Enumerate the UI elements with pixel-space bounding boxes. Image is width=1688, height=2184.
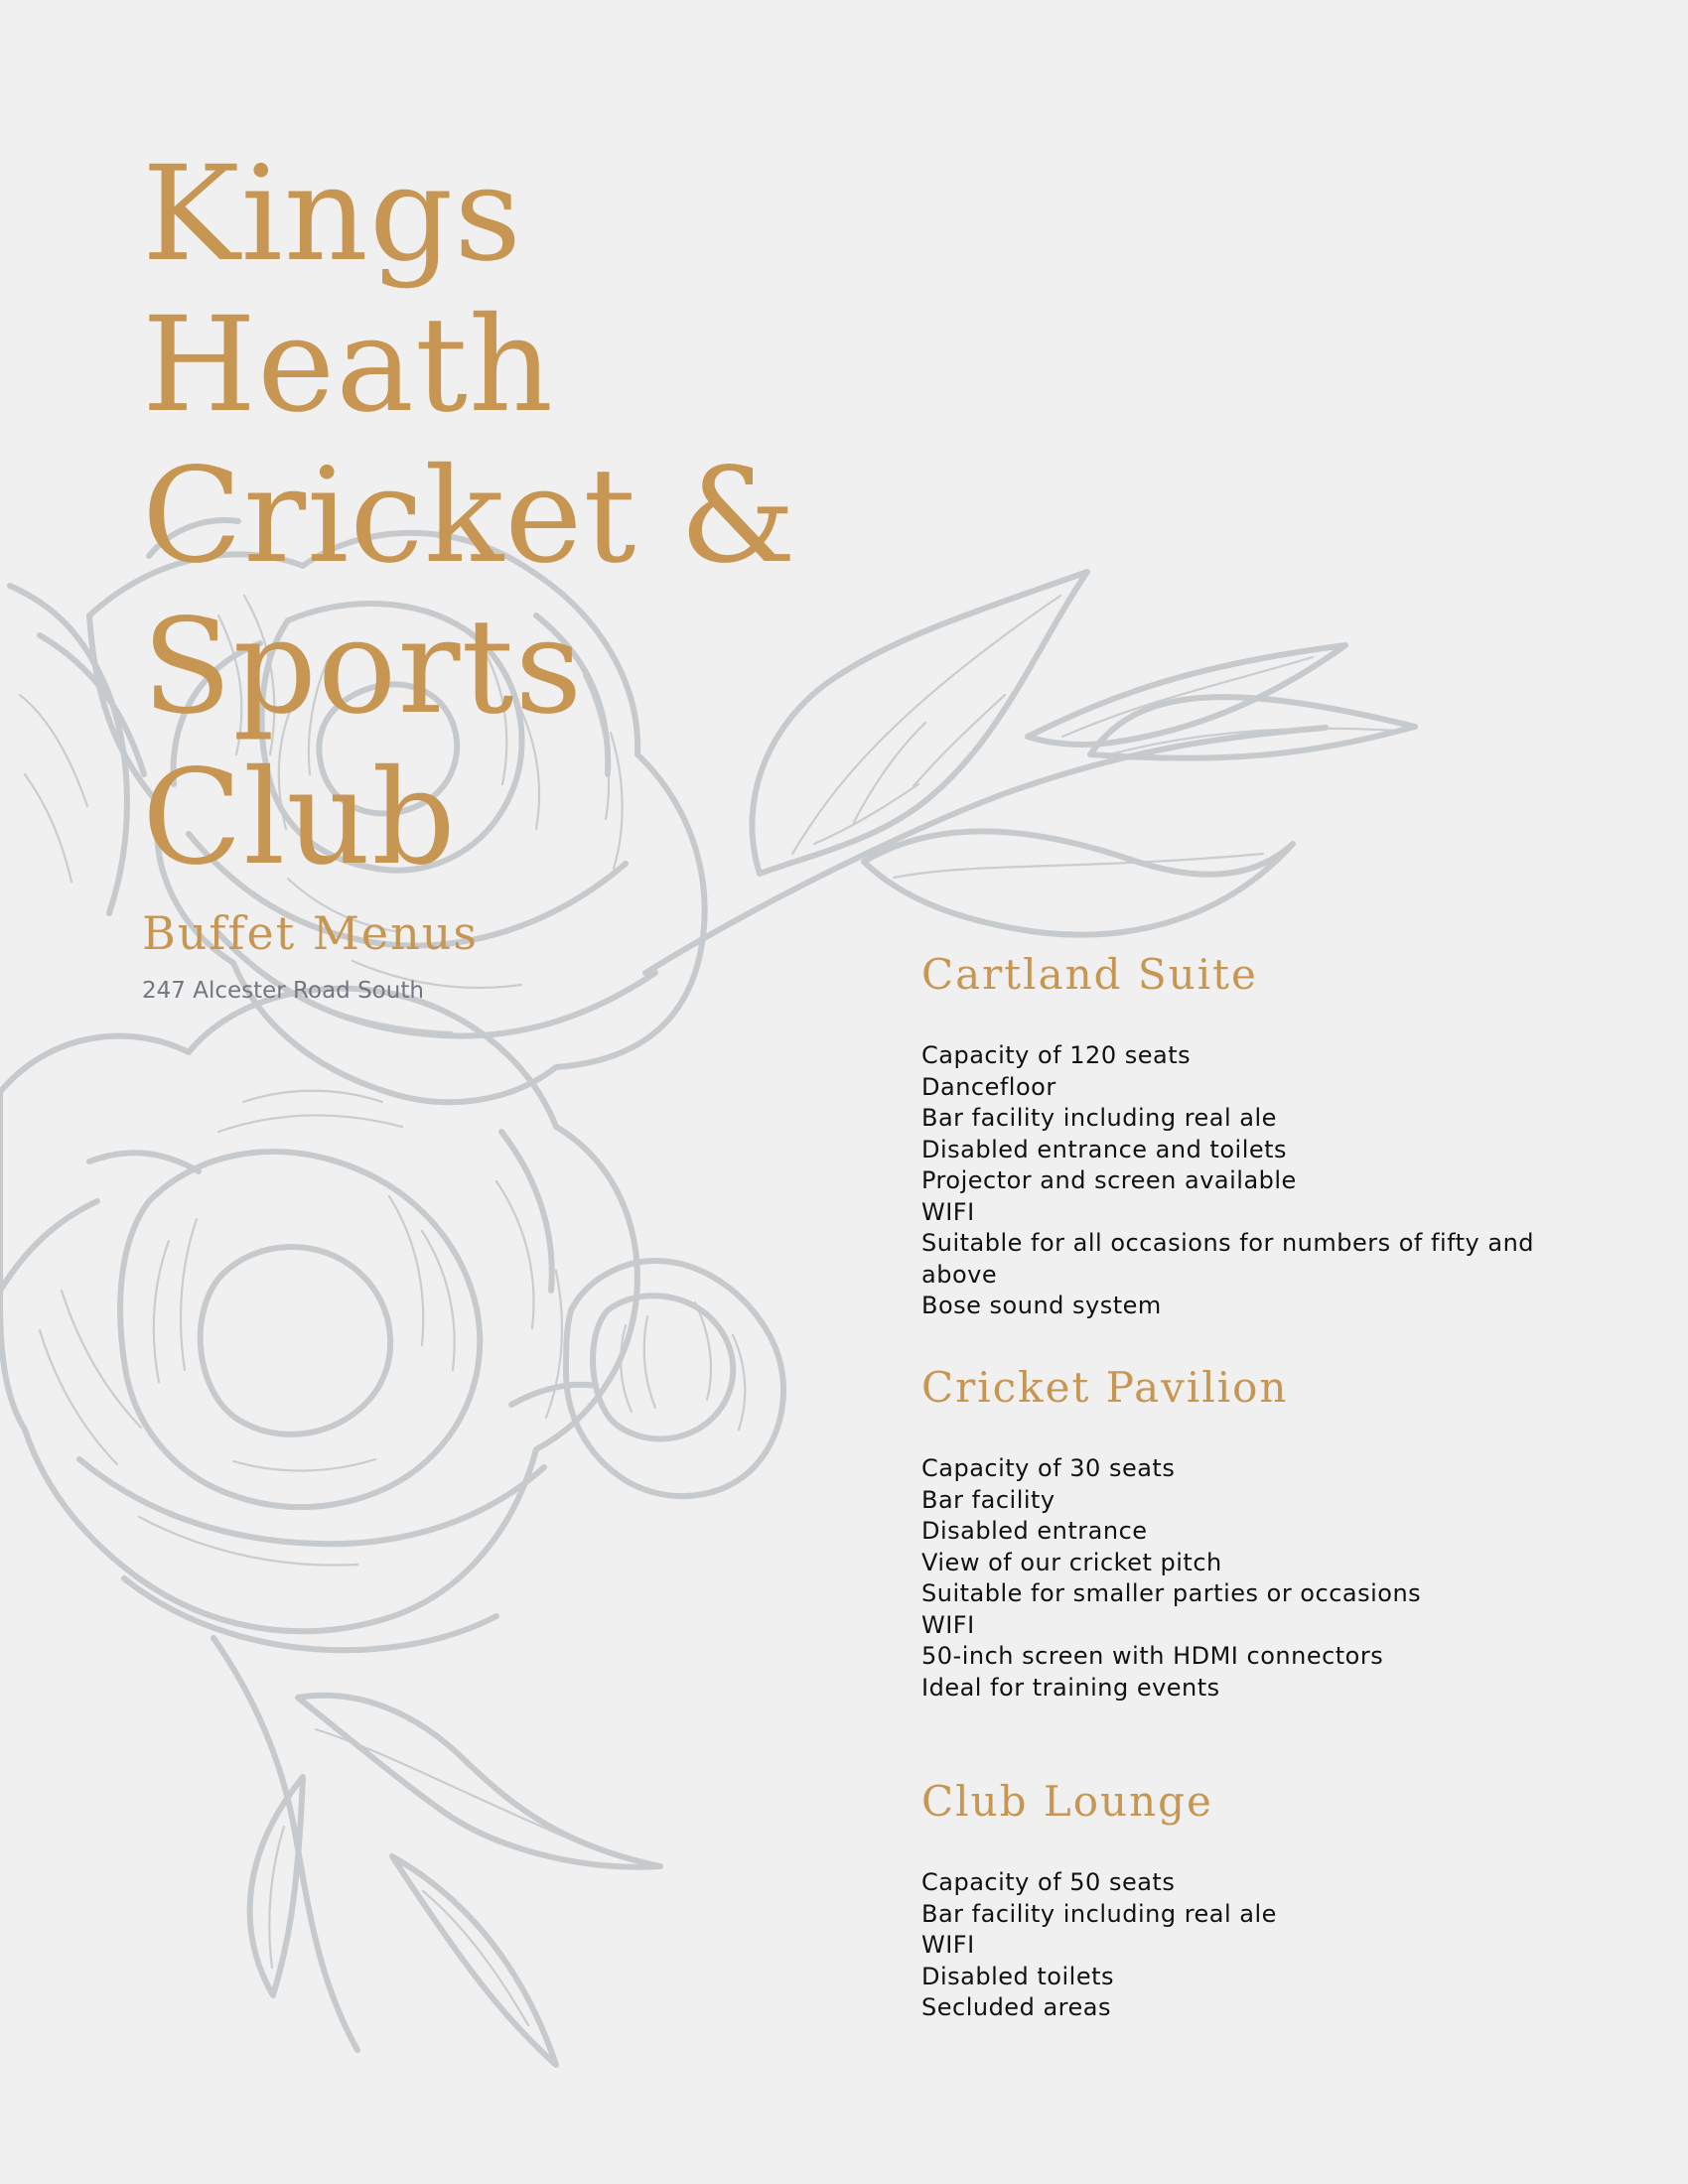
pavilion-feature-item: Suitable for smaller parties or occasions — [921, 1579, 1422, 1607]
pavilion-feature-item: Disabled entrance — [921, 1517, 1148, 1545]
cartland-suite-title: Cartland Suite — [921, 950, 1258, 999]
cartland-feature-item: Dancefloor — [921, 1072, 1056, 1101]
club-lounge-section — [921, 1778, 1537, 2024]
club-lounge-feature-list — [921, 1867, 1537, 2024]
cartland-feature-item: Disabled entrance and toilets — [921, 1135, 1288, 1163]
club-lounge-title: Club Lounge — [921, 1777, 1213, 1826]
lounge-feature-item: Bar facility including real ale — [921, 1899, 1277, 1928]
cricket-pavilion-feature-list — [921, 1453, 1537, 1704]
pavilion-feature-item: Bar facility — [921, 1485, 1055, 1514]
cartland-feature-item: Bose sound system — [921, 1292, 1162, 1319]
pavilion-feature-item: 50-inch screen with HDMI connectors — [921, 1642, 1384, 1670]
club-title-line-3: Sports Club — [142, 591, 584, 894]
lounge-feature-item: Capacity of 50 seats — [921, 1868, 1176, 1896]
cricket-pavilion-title: Cricket Pavilion — [921, 1363, 1289, 1412]
lounge-feature-item: Disabled toilets — [921, 1962, 1114, 1990]
cartland-suite-section — [921, 951, 1537, 1322]
pavilion-feature-item: Capacity of 30 seats — [921, 1454, 1176, 1482]
cartland-feature-item: Capacity of 120 seats — [921, 1041, 1192, 1069]
club-title — [142, 139, 897, 893]
cartland-feature-item: Suitable for all occasions for numbers of fifty and — [921, 1229, 1535, 1257]
cartland-suite-feature-list — [921, 1040, 1537, 1322]
cartland-feature-item: Bar facility including real ale — [921, 1104, 1277, 1132]
club-title-line-2: Cricket & — [142, 440, 797, 593]
menu-subtitle: Buffet Menus — [142, 906, 479, 960]
cartland-feature-item: Projector and screen available — [921, 1166, 1297, 1194]
cartland-feature-item: above — [921, 1260, 998, 1289]
header-block — [142, 139, 897, 1005]
club-address: 247 Alcester Road South — [142, 978, 424, 1004]
pavilion-feature-item: Ideal for training events — [921, 1673, 1220, 1702]
cartland-feature-item: WIFI — [921, 1197, 975, 1226]
club-title-line-1: Kings Heath — [142, 138, 554, 442]
cricket-pavilion-section — [921, 1364, 1537, 1704]
pavilion-feature-item: WIFI — [921, 1610, 975, 1639]
pavilion-feature-item: View of our cricket pitch — [921, 1548, 1222, 1576]
lounge-feature-item: WIFI — [921, 1931, 975, 1959]
lounge-feature-item: Secluded areas — [921, 1993, 1111, 2021]
